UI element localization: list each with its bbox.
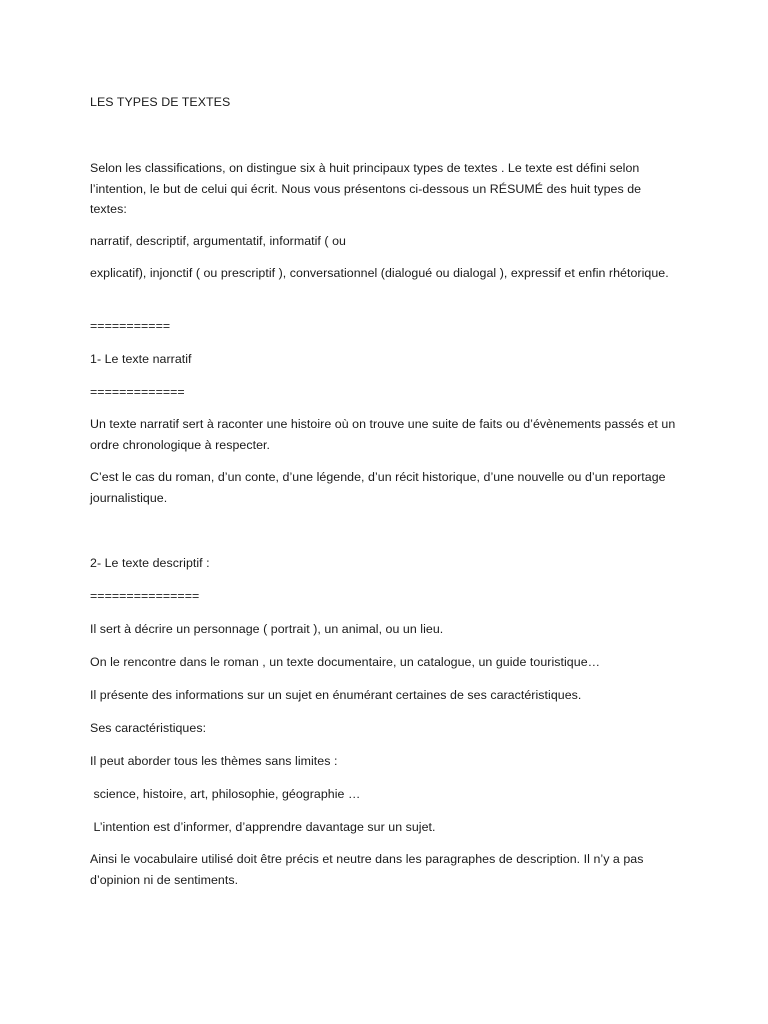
section-2-paragraph-7: L’intention est d’informer, d’apprendre davantage sur un sujet.	[90, 820, 436, 834]
section-2-paragraph-2: On le rencontre dans le roman , un texte documentaire, un catalogue, un guide touristique…	[90, 655, 601, 669]
types-list-line-1: narratif, descriptif, argumentatif, informatif ( ou	[90, 234, 346, 248]
section-2-paragraph-8: Ainsi le vocabulaire utilisé doit être précis et neutre dans les paragraphes de description. Il n’y a pas d’opinion ni de sentiments.	[90, 852, 644, 887]
section-2-paragraph-4: Ses caractéristiques:	[90, 721, 207, 735]
document-title: LES TYPES DE TEXTES	[90, 95, 231, 109]
section-2-paragraph-5: Il peut aborder tous les thèmes sans limites :	[90, 754, 338, 768]
section-1-paragraph-2: C’est le cas du roman, d’un conte, d’une légende, d’un récit historique, d’une nouvelle ou d’un reportage journalistique.	[90, 470, 666, 505]
section-2-paragraph-3: Il présente des informations sur un sujet en énumérant certaines de ses caractéristiques.	[90, 688, 582, 702]
section-2-paragraph-1: Il sert à décrire un personnage ( portrait ), un animal, ou un lieu.	[90, 622, 444, 636]
section-1-paragraph-1: Un texte narratif sert à raconter une histoire où on trouve une suite de faits ou d’évènements passés et un ordre chronologique à respecter.	[90, 417, 676, 452]
intro-paragraph: Selon les classifications, on distingue six à huit principaux types de textes . Le texte est défini selon l’intention, le but de celui qui écrit. Nous vous présentons ci-dessous un RÉSUMÉ des huit types de textes:	[90, 161, 642, 216]
section-2-separator: ===============	[90, 589, 200, 603]
section-2-paragraph-6: science, histoire, art, philosophie, géographie …	[90, 787, 361, 801]
section-1-separator: =============	[90, 385, 185, 399]
section-1-heading: 1- Le texte narratif	[90, 352, 192, 366]
separator-line: ===========	[90, 319, 171, 333]
section-2-heading: 2- Le texte descriptif :	[90, 556, 210, 570]
types-list-line-2: explicatif), injonctif ( ou prescriptif ), conversationnel (dialogué ou dialogal ), expressif et enfin rhétorique.	[90, 266, 669, 280]
